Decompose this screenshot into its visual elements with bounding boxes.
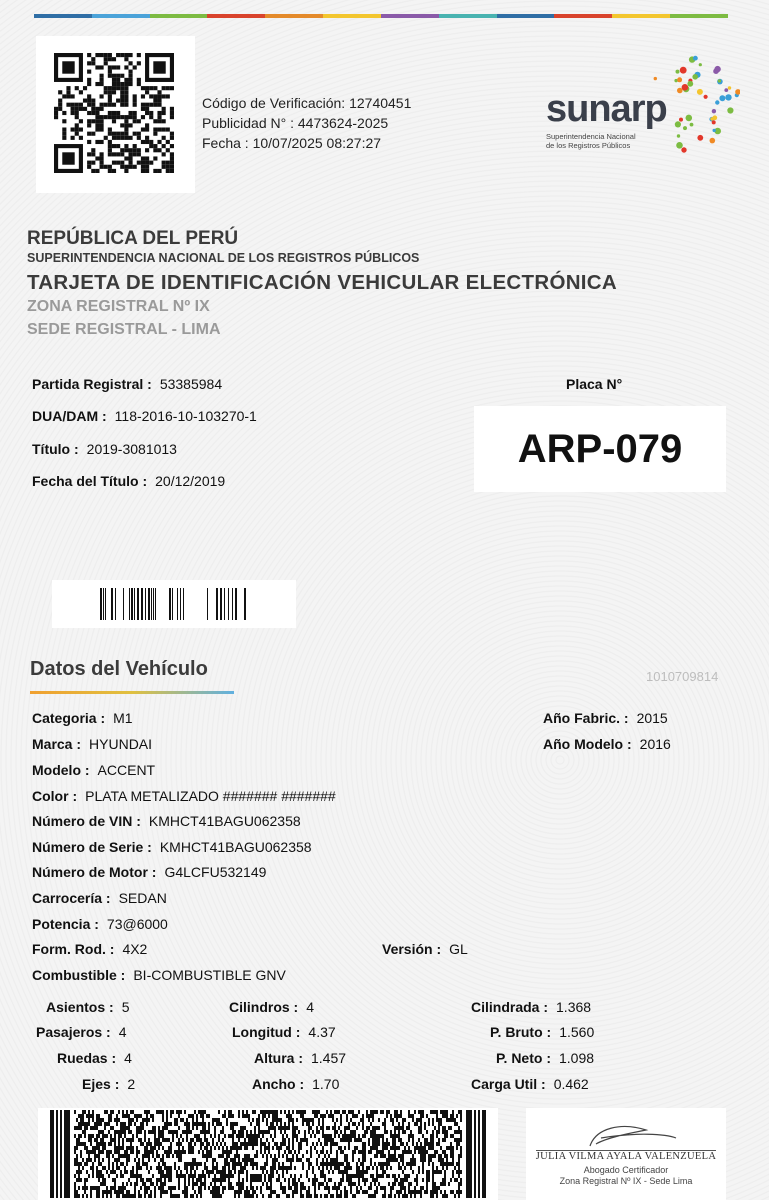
anio-mod-row	[543, 736, 671, 752]
longitud-label: Longitud :	[232, 1024, 301, 1040]
marca-row	[32, 736, 152, 752]
formrod-row	[32, 941, 147, 957]
logo-subtitle	[546, 132, 666, 150]
anio-fab-row	[543, 710, 668, 726]
color-label: Color :	[32, 788, 78, 804]
carga-label: Carga Util :	[471, 1076, 546, 1092]
verification-info	[202, 93, 411, 153]
cilindrada-row	[471, 999, 591, 1015]
pneto-label: P. Neto :	[496, 1050, 551, 1066]
carga-row	[471, 1076, 589, 1092]
ancho-row	[252, 1076, 339, 1092]
ejes-value: 2	[127, 1076, 136, 1092]
sunarp-logo	[540, 52, 740, 164]
vin-value: KMHCT41BAGU062358	[148, 813, 301, 829]
marca-label: Marca :	[32, 736, 82, 752]
verification-code: Código de Verificación: 12740451	[202, 95, 412, 111]
anio-mod-label: Año Modelo :	[543, 736, 632, 752]
altura-row	[254, 1050, 346, 1066]
logo-subtitle-line1: Superintendencia Nacional	[546, 132, 636, 141]
combustible-label: Combustible :	[32, 967, 126, 983]
anio-fab-value: 2015	[636, 710, 668, 726]
cilindros-value: 4	[306, 999, 315, 1015]
ruedas-value: 4	[124, 1050, 132, 1066]
vin-label: Número de VIN :	[32, 813, 141, 829]
partida-label: Partida Registral :	[32, 376, 152, 392]
plate-label: Placa N°	[566, 376, 623, 392]
agency-heading: SUPERINTENDENCIA NACIONAL DE LOS REGISTROS PÚBLICOS	[27, 251, 420, 265]
serie-value: KMHCT41BAGU062358	[159, 839, 312, 855]
logo-wordmark: sunarp	[546, 88, 667, 130]
carroceria-label: Carrocería :	[32, 890, 111, 906]
color-value: PLATA METALIZADO ####### #######	[85, 788, 336, 804]
potencia-row	[32, 916, 168, 932]
ruedas-row	[57, 1050, 132, 1066]
pasajeros-row	[36, 1024, 127, 1040]
partida-row	[32, 376, 222, 392]
vin-row	[32, 813, 301, 829]
logo-subtitle-line2: de los Registros Públicos	[546, 141, 631, 150]
longitud-row	[232, 1024, 336, 1040]
barcode-small-box	[52, 580, 296, 628]
registry-zone: ZONA REGISTRAL Nº IX	[27, 298, 210, 315]
marca-value: HYUNDAI	[89, 736, 153, 752]
combustible-row	[32, 967, 286, 983]
asientos-value: 5	[121, 999, 130, 1015]
fecha-titulo-value: 20/12/2019	[155, 473, 226, 489]
pbruto-label: P. Bruto :	[490, 1024, 552, 1040]
motor-row	[32, 864, 266, 880]
registry-office: SEDE REGISTRAL - LIMA	[27, 321, 221, 338]
qr-code-icon	[54, 53, 174, 173]
pasajeros-label: Pasajeros :	[36, 1024, 111, 1040]
altura-value: 1.457	[311, 1050, 347, 1066]
pneto-value: 1.098	[558, 1050, 595, 1066]
signer-name: JULIA VILMA AYALA VALENZUELA	[535, 1151, 717, 1162]
qr-code-box	[36, 36, 195, 193]
ejes-row	[82, 1076, 135, 1092]
pdf417-barcode-icon	[50, 1110, 486, 1198]
signature-box	[526, 1108, 726, 1200]
color-row	[32, 788, 336, 804]
altura-label: Altura :	[254, 1050, 303, 1066]
combustible-value: BI-COMBUSTIBLE GNV	[133, 967, 286, 983]
issue-date: Fecha : 10/07/2025 08:27:27	[202, 135, 382, 151]
titulo-value: 2019-3081013	[86, 441, 177, 457]
titulo-label: Título :	[32, 441, 79, 457]
barcode-icon	[100, 588, 248, 620]
signer-role: Abogado Certificador	[583, 1165, 669, 1175]
plate-box	[474, 406, 726, 492]
document-title: TARJETA DE IDENTIFICACIÓN VEHICULAR ELECTRÓNICA	[27, 271, 618, 294]
cilindros-label: Cilindros :	[229, 999, 299, 1015]
cilindros-row	[229, 999, 314, 1015]
fecha-titulo-row	[32, 473, 225, 489]
carroceria-value: SEDAN	[118, 890, 167, 906]
section-underline	[30, 691, 234, 694]
carroceria-row	[32, 890, 167, 906]
pneto-row	[496, 1050, 594, 1066]
signature-scribble-icon	[526, 1108, 726, 1152]
modelo-row	[32, 762, 155, 778]
potencia-label: Potencia :	[32, 916, 99, 932]
motor-value: G4LCFU532149	[164, 864, 267, 880]
motor-label: Número de Motor :	[32, 864, 157, 880]
version-value: GL	[449, 941, 468, 957]
formrod-label: Form. Rod. :	[32, 941, 115, 957]
fecha-titulo-label: Fecha del Título :	[32, 473, 148, 489]
asientos-row	[46, 999, 129, 1015]
ancho-label: Ancho :	[252, 1076, 305, 1092]
section-title-vehicle: Datos del Vehículo	[30, 658, 208, 680]
anio-mod-value: 2016	[639, 736, 671, 752]
cilindrada-label: Cilindrada :	[471, 999, 549, 1015]
formrod-value: 4X2	[122, 941, 148, 957]
anio-fab-label: Año Fabric. :	[543, 710, 629, 726]
asientos-label: Asientos :	[46, 999, 114, 1015]
serie-row	[32, 839, 312, 855]
dua-value: 118-2016-10-103270-1	[114, 408, 257, 424]
ruedas-label: Ruedas :	[57, 1050, 117, 1066]
ejes-label: Ejes :	[82, 1076, 120, 1092]
cilindrada-value: 1.368	[556, 999, 592, 1015]
titulo-row	[32, 441, 177, 457]
modelo-label: Modelo :	[32, 762, 90, 778]
modelo-value: ACCENT	[97, 762, 156, 778]
pbruto-row	[490, 1024, 594, 1040]
dua-row	[32, 408, 257, 424]
dua-label: DUA/DAM :	[32, 408, 107, 424]
pasajeros-value: 4	[118, 1024, 127, 1040]
pbruto-value: 1.560	[559, 1024, 595, 1040]
pdf417-barcode-box	[38, 1108, 498, 1200]
version-label: Versión :	[382, 941, 442, 957]
longitud-value: 4.37	[308, 1024, 336, 1040]
carga-value: 0.462	[553, 1076, 589, 1092]
color-top-bar	[34, 14, 728, 18]
serie-label: Número de Serie :	[32, 839, 152, 855]
partida-value: 53385984	[159, 376, 223, 392]
signer-zone: Zona Registral Nº IX - Sede Lima	[559, 1176, 693, 1186]
plate-number: ARP-079	[517, 426, 683, 471]
country-heading: REPÚBLICA DEL PERÚ	[27, 228, 239, 249]
publicity-number: Publicidad N° : 4473624-2025	[202, 115, 389, 131]
categoria-label: Categoria :	[32, 710, 106, 726]
document-number: 1010709814	[646, 669, 719, 684]
potencia-value: 73@6000	[106, 916, 168, 932]
ancho-value: 1.70	[312, 1076, 340, 1092]
version-row	[382, 941, 468, 957]
categoria-row	[32, 710, 133, 726]
categoria-value: M1	[113, 710, 133, 726]
